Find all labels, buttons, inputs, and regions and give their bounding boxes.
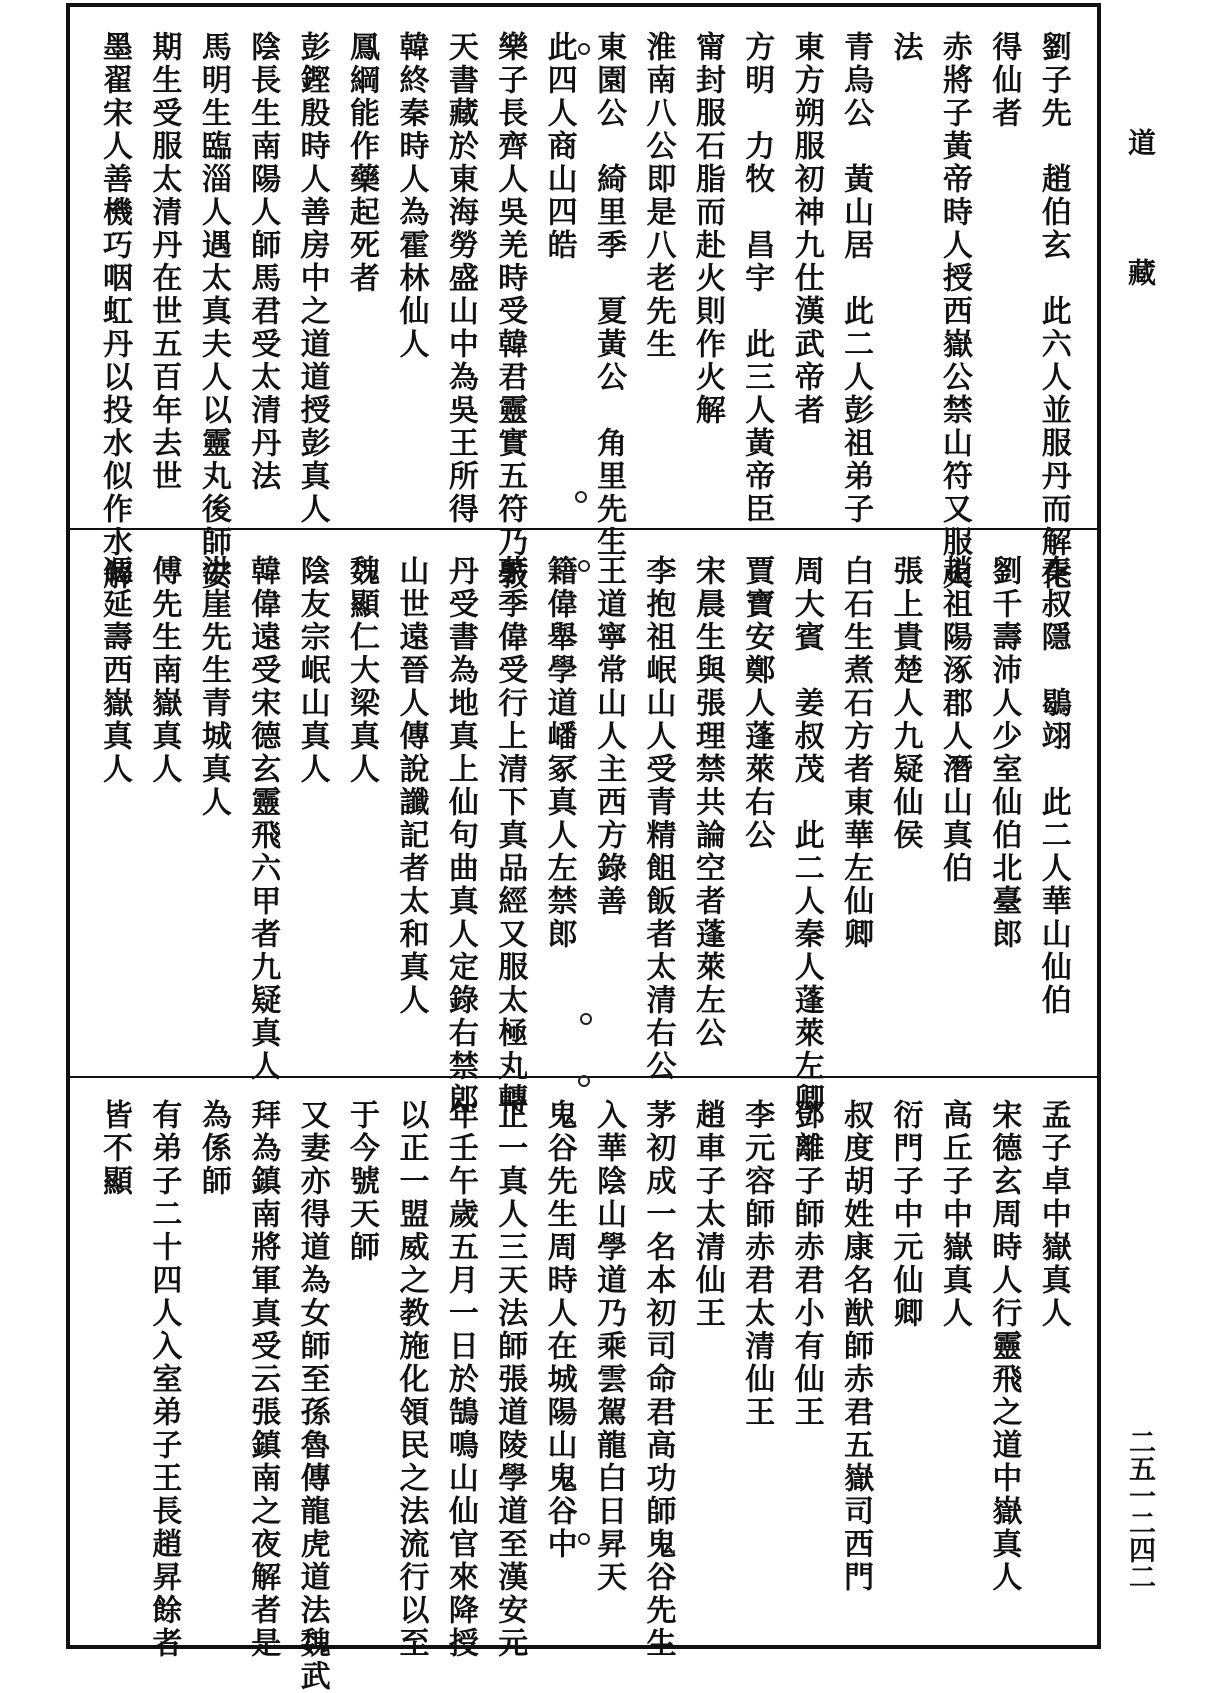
text-column: 期生受服太清丹在世五百年去世 (146, 31, 182, 493)
text-column: 青烏公 黃山居 此二人彭祖弟子 (838, 31, 874, 526)
text-column: 李抱祖岷山人受青精飷飯者太清右公 (640, 555, 676, 1083)
text-column: 魏顯仁大梁真人 (344, 555, 380, 786)
text-column: 山世遠晉人傳說讖記者太和真人 (393, 555, 429, 1017)
text-column: 陰長生南陽人師馬君受太清丹法 (245, 31, 281, 493)
text-column: 宋德玄周時人行靈飛之道中嶽真人 (986, 1099, 1022, 1594)
text-column: 茅季偉受行上清下真品經又服太極丸轉 (492, 555, 528, 1116)
text-column: 叔度胡姓康名猷師赤君五嶽司西門 (838, 1099, 874, 1594)
text-column: 劉子先 趙伯玄 此六人並服丹而解化 (1035, 31, 1071, 592)
punctuation-circle (578, 43, 590, 55)
text-column: 皆不顯 (97, 1099, 132, 1198)
panel-top (94, 31, 1073, 592)
text-column: 方明 力牧 昌宇 此三人黃帝臣 (739, 31, 775, 526)
text-column: 東園公 綺里季 夏黃公 角里先生 (591, 31, 627, 559)
text-column: 洪崖先生青城真人 (195, 555, 231, 819)
margin-title-dao: 道 (1124, 128, 1157, 160)
punctuation-circle (575, 491, 587, 503)
punctuation-circle (580, 1013, 592, 1025)
text-column: 赤將子黃帝時人授西嶽公禁山符又服火 (936, 31, 972, 592)
punctuation-circle (578, 560, 590, 572)
text-column: 傅先生南嶽真人 (146, 555, 182, 786)
text-column: 有弟子二十四人入室弟子王長趙昇餘者 (146, 1099, 182, 1660)
text-column: 入華陰山學道乃乘雲駕龍白日昇天 (591, 1099, 627, 1594)
text-column: 墨翟宋人善機巧咽虹丹以投水似作水解 (97, 31, 132, 592)
text-column: 馬明生臨淄人遇太真夫人以靈丸後師安 (195, 31, 231, 592)
text-column: 拜為鎮南將軍真受云張鎮南之夜解者是 (245, 1099, 281, 1660)
panel-middle (94, 555, 1073, 1116)
text-column: 馮延壽西嶽真人 (97, 555, 132, 786)
text-column: 以正一盟威之教施化領民之法流行以至 (393, 1099, 429, 1660)
text-column: 于今號天師 (344, 1099, 380, 1264)
text-column: 樂子長齊人吳羌時受韓君靈實五符乃斅 (492, 31, 528, 592)
text-column: 劉千壽沛人少室仙伯北臺郎 (986, 555, 1022, 951)
text-column: 法 (887, 31, 923, 64)
text-column: 茅初成一名本初司命君高功師鬼谷先生 (640, 1099, 676, 1660)
text-column: 此四人商山四皓 (541, 31, 577, 262)
text-column: 正一真人三天法師張道陵學道至漢安元 (492, 1099, 528, 1660)
text-column: 張上貴楚人九疑仙侯 (887, 555, 923, 852)
text-column: 鄧離子師赤君小有仙王 (788, 1099, 824, 1429)
text-column: 王道寧常山人主西方錄善 (591, 555, 627, 918)
margin-title-zang: 藏 (1124, 258, 1157, 290)
text-column: 得仙者 (986, 31, 1022, 130)
text-column: 為係師 (195, 1099, 231, 1198)
text-column: 淮南八公即是八老先生 (640, 31, 676, 361)
text-column: 丹受書為地真上仙句曲真人定錄右禁郎 (442, 555, 478, 1116)
text-column: 彭鏗殷時人善房中之道道授彭真人 (294, 31, 330, 526)
text-column: 孟子卓中嶽真人 (1035, 1099, 1071, 1330)
text-column: 籍偉舉學道嶓冢真人左禁郎 (541, 555, 577, 951)
text-column: 李元容師赤君太清仙王 (739, 1099, 775, 1429)
text-column: 趙祖陽涿郡人潛山真伯 (936, 555, 972, 885)
punctuation-circle (578, 1075, 590, 1087)
text-column: 鳳綱能作藥起死者 (344, 31, 380, 295)
page-frame (66, 3, 1101, 1693)
text-column: 韓偉遠受宋德玄靈飛六甲者九疑真人 (245, 555, 281, 1083)
text-column: 秦叔隱 鶡翊 此二人華山仙伯 (1035, 555, 1071, 1017)
text-column: 周大賓 姜叔茂 此二人秦人蓬萊左卿 (788, 555, 824, 1116)
text-column: 衍門子中元仙卿 (887, 1099, 923, 1330)
text-column: 又妻亦得道為女師至孫魯傳龍虎道法魏武 (294, 1099, 330, 1693)
text-column: 宋晨生與張理禁共論空者蓬萊左公 (689, 555, 725, 1050)
text-column: 天書藏於東海勞盛山中為吳王所得 (442, 31, 478, 526)
panel-divider (70, 528, 1097, 530)
text-column: 陰友宗岷山真人 (294, 555, 330, 786)
text-column: 東方朔服初神九仕漢武帝者 (788, 31, 824, 427)
text-column: 高丘子中嶽真人 (936, 1099, 972, 1330)
text-column: 賈寶安鄭人蓬萊右公 (739, 555, 775, 852)
punctuation-circle (578, 1533, 590, 1545)
text-column: 白石生煮石方者東華左仙卿 (838, 555, 874, 951)
page-number: 二五一二四二 (1124, 1428, 1155, 1590)
text-column: 趙車子太清仙王 (689, 1099, 725, 1330)
text-column: 韓終秦時人為霍林仙人 (393, 31, 429, 361)
text-column: 甯封服石脂而赴火則作火解 (689, 31, 725, 427)
text-column: 鬼谷先生周時人在城陽山鬼谷中 (541, 1099, 577, 1561)
text-column: 年壬午歲五月一日於鵠鳴山仙官來降授 (442, 1099, 478, 1660)
